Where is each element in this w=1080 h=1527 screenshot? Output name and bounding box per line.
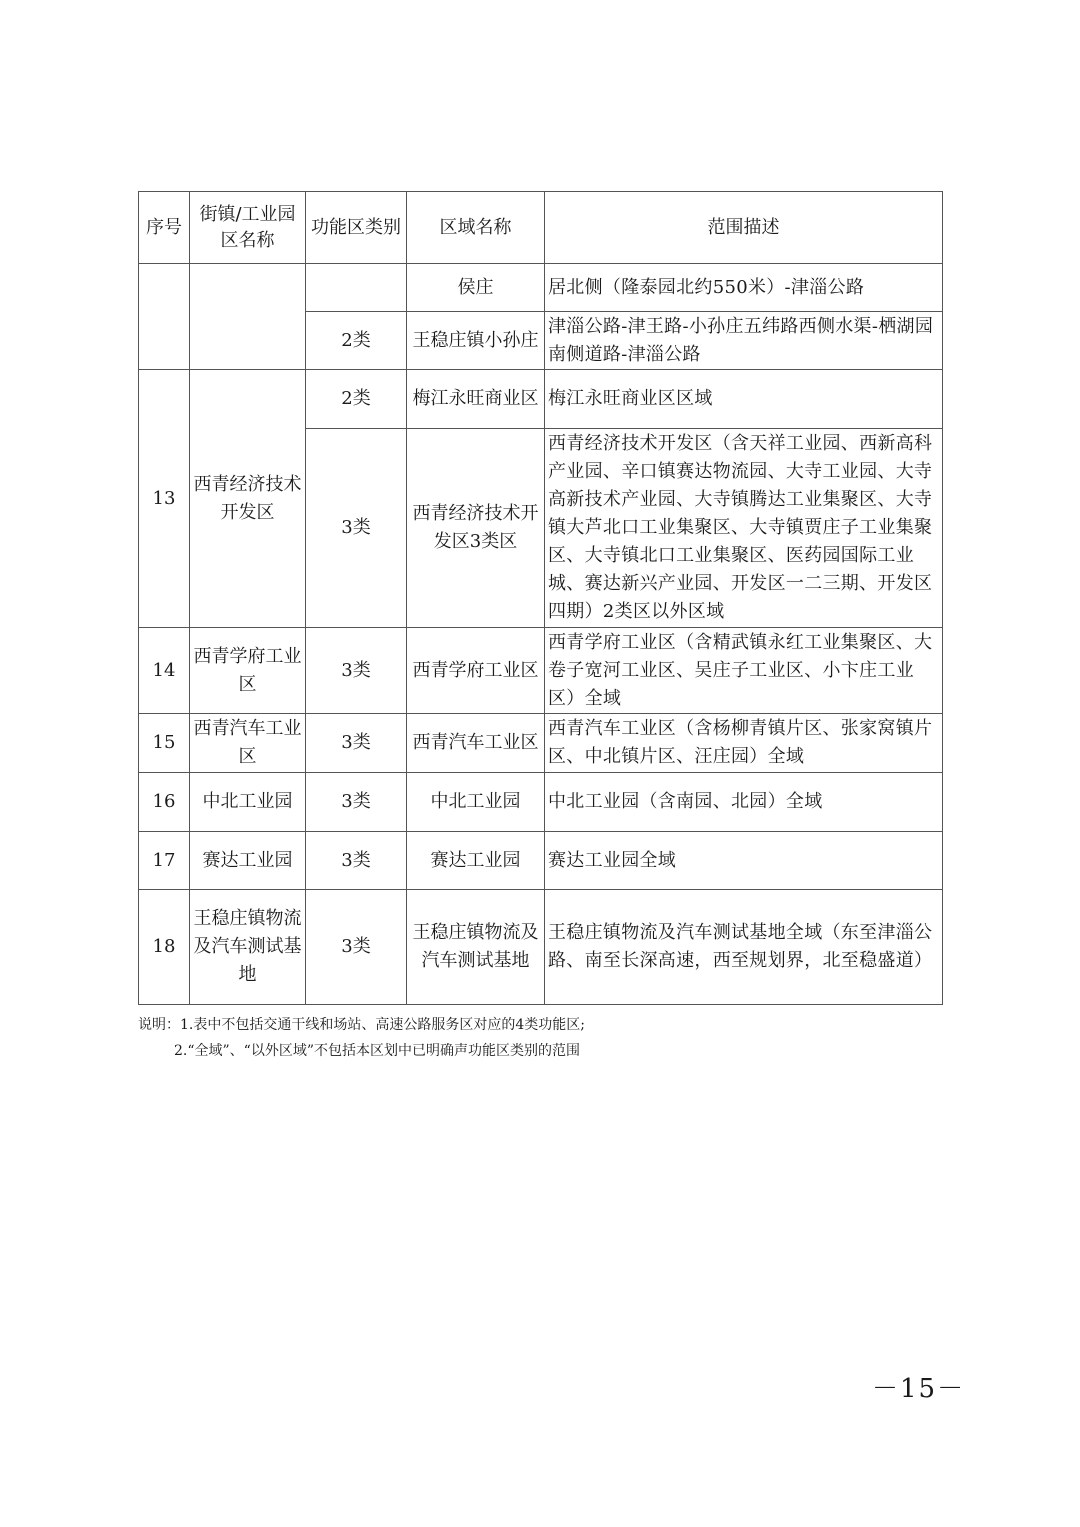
cell-scope: 梅江永旺商业区区域 xyxy=(545,370,943,429)
cell-area: 赛达工业园 xyxy=(407,832,545,890)
cell-category: 3类 xyxy=(306,890,407,1005)
cell-scope: 津淄公路-津王路-小孙庄五纬路西侧水渠-栖湖园南侧道路-津淄公路 xyxy=(545,312,943,370)
cell-category: 3类 xyxy=(306,832,407,890)
table-row xyxy=(139,370,943,429)
cell-area: 王稳庄镇小孙庄 xyxy=(407,312,545,370)
header-area: 区域名称 xyxy=(407,192,545,264)
table-header-row xyxy=(139,192,943,264)
cell-area: 侯庄 xyxy=(407,264,545,312)
table-row xyxy=(139,890,943,1005)
cell-category: 3类 xyxy=(306,714,407,773)
cell-town: 西青学府工业区 xyxy=(190,628,306,714)
note-line-1: 说明：1.表中不包括交通干线和场站、高速公路服务区对应的4类功能区; xyxy=(138,1017,585,1033)
table-row xyxy=(139,628,943,714)
zoning-table xyxy=(138,191,943,1005)
table-notes xyxy=(138,1012,958,1064)
cell-seq: 16 xyxy=(139,773,190,832)
header-town: 街镇/工业园区名称 xyxy=(190,192,306,264)
page-number: －15－ xyxy=(872,1374,966,1404)
zoning-table-container xyxy=(138,191,942,1005)
cell-seq: 14 xyxy=(139,628,190,714)
cell-town: 西青经济技术开发区 xyxy=(190,370,306,628)
cell-category: 3类 xyxy=(306,773,407,832)
cell-area: 西青汽车工业区 xyxy=(407,714,545,773)
cell-area: 梅江永旺商业区 xyxy=(407,370,545,429)
cell-seq: 15 xyxy=(139,714,190,773)
cell-seq: 13 xyxy=(139,370,190,628)
cell-scope: 西青学府工业区（含精武镇永红工业集聚区、大卷子宽河工业区、吴庄子工业区、小卞庄工业区）全域 xyxy=(545,628,943,714)
cell-scope: 西青经济技术开发区（含天祥工业园、西新高科产业园、辛口镇赛达物流园、大寺工业园、大寺高新技术产业园、大寺镇腾达工业集聚区、大寺镇大芦北口工业集聚区、大寺镇贾庄子工业集聚区、大寺镇北口工业集聚区、医药园国际工业城、赛达新兴产业园、开发区一二三期、开发区四期）2类区以外区域 xyxy=(545,429,943,628)
table-row xyxy=(139,714,943,773)
cell-scope: 居北侧（隆泰园北约550米）-津淄公路 xyxy=(545,264,943,312)
cell-area: 西青学府工业区 xyxy=(407,628,545,714)
cell-scope: 中北工业园（含南园、北园）全域 xyxy=(545,773,943,832)
cell-seq: 18 xyxy=(139,890,190,1005)
cell-town: 西青汽车工业区 xyxy=(190,714,306,773)
cell-category: 3类 xyxy=(306,429,407,628)
header-scope: 范围描述 xyxy=(545,192,943,264)
cell-seq-empty xyxy=(139,264,190,370)
cell-town: 赛达工业园 xyxy=(190,832,306,890)
cell-town: 王稳庄镇物流及汽车测试基地 xyxy=(190,890,306,1005)
cell-town: 中北工业园 xyxy=(190,773,306,832)
cell-town-empty xyxy=(190,264,306,370)
header-seq: 序号 xyxy=(139,192,190,264)
table-row xyxy=(139,773,943,832)
cell-category: 2类 xyxy=(306,370,407,429)
cell-category-empty xyxy=(306,264,407,312)
cell-area: 西青经济技术开发区3类区 xyxy=(407,429,545,628)
cell-scope: 西青汽车工业区（含杨柳青镇片区、张家窝镇片区、中北镇片区、汪庄园）全域 xyxy=(545,714,943,773)
table-row xyxy=(139,832,943,890)
header-category: 功能区类别 xyxy=(306,192,407,264)
table-row xyxy=(139,264,943,312)
cell-category: 3类 xyxy=(306,628,407,714)
cell-seq: 17 xyxy=(139,832,190,890)
cell-area: 王稳庄镇物流及汽车测试基地 xyxy=(407,890,545,1005)
note-line-2: 2.“全域”、“以外区域”不包括本区划中已明确声功能区类别的范围 xyxy=(174,1043,580,1059)
cell-area: 中北工业园 xyxy=(407,773,545,832)
cell-scope: 王稳庄镇物流及汽车测试基地全域（东至津淄公路、南至长深高速，西至规划界，北至稳盛道） xyxy=(545,890,943,1005)
cell-scope: 赛达工业园全域 xyxy=(545,832,943,890)
cell-category: 2类 xyxy=(306,312,407,370)
